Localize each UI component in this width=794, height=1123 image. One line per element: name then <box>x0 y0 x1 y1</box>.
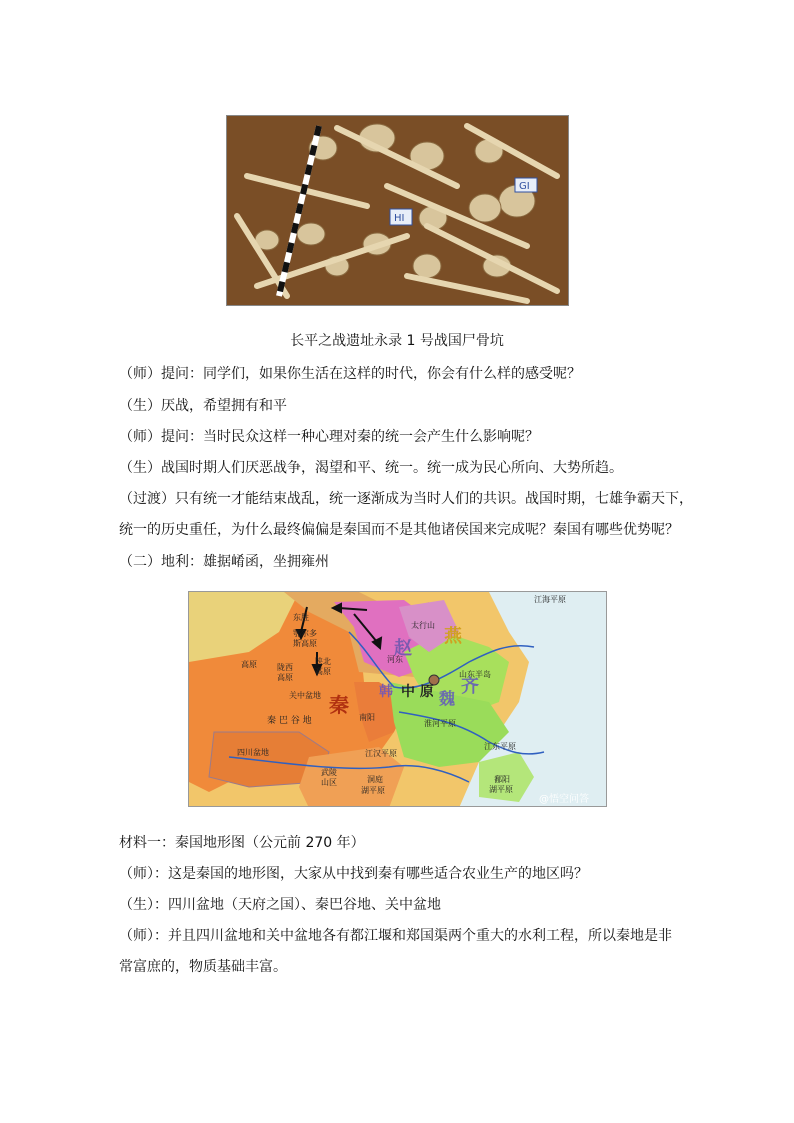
dialogue-line: （生）战国时期人们厌恶战争，渴望和平、统一。统一成为民心所向、大势所趋。 <box>119 460 623 476</box>
photo-tag-hi: HI <box>394 213 405 224</box>
map-label-poyang: 鄱阳 <box>494 775 510 784</box>
dialogue-line: （生）厌战，希望拥有和平 <box>119 398 287 414</box>
map-label-zhongyuan: 中 原 <box>401 684 434 700</box>
map-label-poyang-2: 湖平原 <box>489 785 513 794</box>
map-label-zhao: 赵 <box>394 638 412 659</box>
map-label-shaanbei: 陕北 <box>315 657 331 666</box>
excavation-photo <box>226 115 569 306</box>
dialogue-line: （生）：四川盆地（天府之国）、秦巴谷地、关中盆地 <box>119 897 441 913</box>
map-label-yan: 燕 <box>444 626 462 647</box>
map-watermark: @悟空问答 <box>539 794 589 805</box>
dialogue-line: （师）：这是秦国的地形图，大家从中找到秦有哪些适合农业生产的地区吗？ <box>119 866 588 882</box>
map-label-dongsheng: 东胜 <box>293 613 309 622</box>
map-label-jianghai: 江海平原 <box>534 595 566 604</box>
photo-tag-gi: GI <box>519 181 530 192</box>
dialogue-line: （师）提问：当时民众这样一种心理对秦的统一会产生什么影响呢？ <box>119 429 539 445</box>
map-label-qinba: 秦 巴 谷 地 <box>267 716 312 726</box>
map-label-qi: 齐 <box>461 676 479 697</box>
bone-pit-illustration <box>227 116 569 306</box>
map-label-wuling: 武陵 <box>321 768 337 777</box>
map-label-huaihe: 淮河平原 <box>424 719 456 728</box>
map-label-jianghan: 江汉平原 <box>365 749 397 758</box>
map-label-qin: 秦 <box>329 693 349 717</box>
map-label-dongting: 洞庭 <box>367 775 383 784</box>
map-label-dongting-2: 湖平原 <box>361 786 385 795</box>
dialogue-line: （过渡）只有统一才能结束战乱，统一逐渐成为当时人们的共识。战国时期，七雄争霸天下， <box>119 491 693 507</box>
map-label-longxi-2: 高原 <box>277 673 293 682</box>
map-illustration <box>189 592 607 807</box>
dialogue-line: 常富庶的，物质基础丰富。 <box>119 959 287 975</box>
dialogue-line: （师）提问：同学们，如果你生活在这样的时代，你会有什么样的感受呢？ <box>119 366 581 382</box>
map-label-taihang: 太行山 <box>411 621 435 630</box>
map-label-ordos-2: 斯高原 <box>293 639 317 648</box>
map-label-nanyang: 南阳 <box>359 713 375 722</box>
map-label-shaanbei-2: 高原 <box>315 667 331 676</box>
dialogue-line: （师）：并且四川盆地和关中盆地各有都江堰和郑国渠两个重大的水利工程，所以秦地是非 <box>119 928 672 944</box>
qin-terrain-map <box>188 591 607 807</box>
map-label-hedong: 河东 <box>387 655 403 664</box>
map-label-longxi: 陇西 <box>277 663 293 672</box>
map-label-ordos: 鄂尔多 <box>293 629 317 638</box>
map-label-han: 韩 <box>379 684 393 700</box>
map-label-jiangdong: 江东平原 <box>484 742 516 751</box>
map-label-wuling-2: 山区 <box>321 778 337 787</box>
photo-caption: 长平之战遗址永录 1 号战国尸骨坑 <box>290 333 504 349</box>
map-label-shandong: 山东半岛 <box>459 670 491 679</box>
material-caption: 材料一：秦国地形图（公元前 270 年） <box>119 835 365 851</box>
map-label-guanzhong: 关中盆地 <box>289 691 321 700</box>
map-label-gaoyuan-1: 高原 <box>241 660 257 669</box>
section-heading: （二）地利：雄据崤函，坐拥雍州 <box>119 554 329 570</box>
map-label-sichuan: 四川盆地 <box>237 748 269 757</box>
map-label-wei: 魏 <box>439 689 456 708</box>
dialogue-line: 统一的历史重任，为什么最终偏偏是秦国而不是其他诸侯国来完成呢？秦国有哪些优势呢？ <box>119 522 679 538</box>
